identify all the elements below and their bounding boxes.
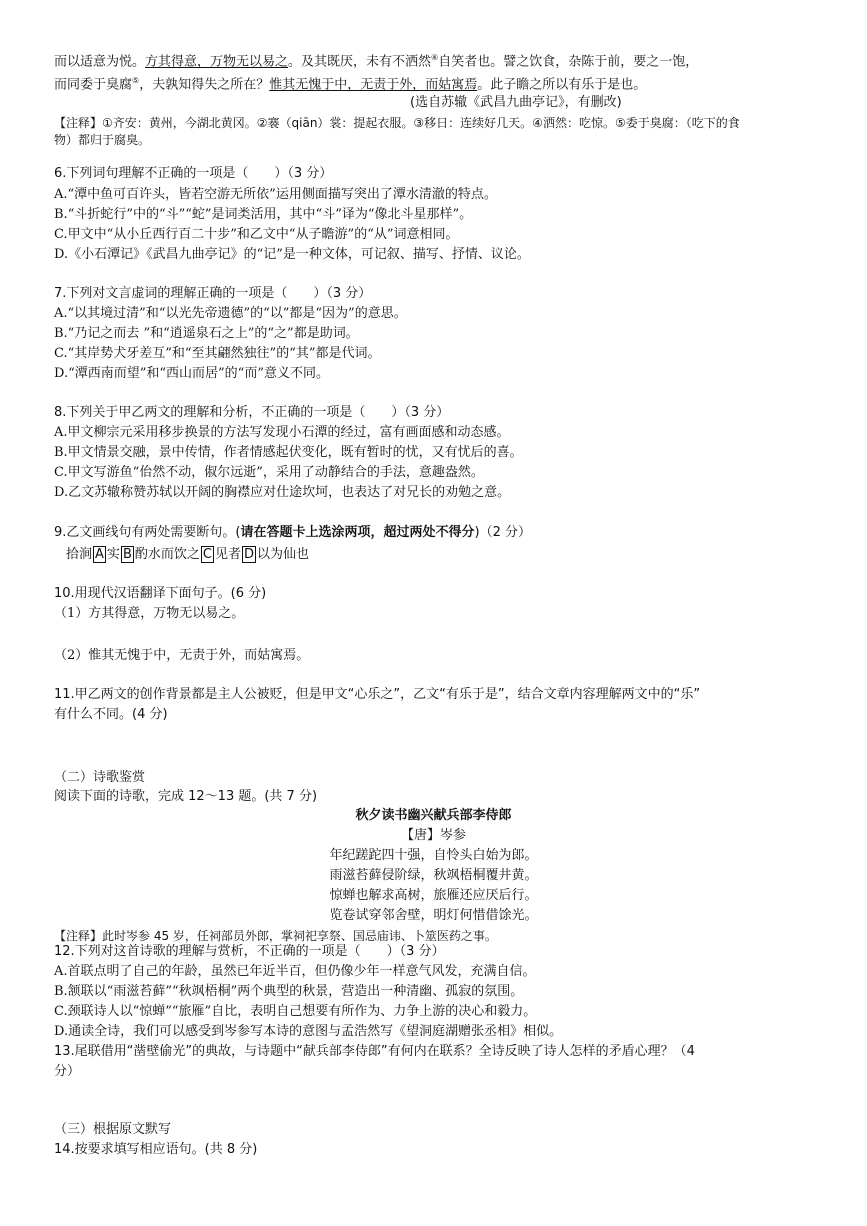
poem-line-3: 惊蝉也解求高树，旅雁还应厌后行。 — [329, 888, 538, 903]
section-2-intro: 阅读下面的诗歌，完成 12～13 题。(共 7 分) — [54, 789, 318, 804]
q11-line-2: 有什么不同。(4 分) — [54, 707, 168, 722]
underlined-sentence-1: 方其得意，万物无以易之 — [145, 54, 289, 70]
poem-note: 【注释】此时岑参 45 岁，任祠部员外郎，掌祠祀享祭、国忌庙讳、卜筮医药之事。 — [54, 929, 497, 943]
q7-option-b: B.“乃记之而去 ”和“逍遥泉石之上”的“之”都是助词。 — [54, 326, 359, 341]
q12-option-b: B.颔联以“雨滋苔藓”“秋飒梧桐”两个典型的秋景，营造出一种清幽、孤寂的氛围。 — [54, 984, 524, 999]
q12-option-c: C.颈联诗人以“惊蝉”“旅雁”自比，表明自己想要有所作为、力争上游的决心和毅力。 — [54, 1004, 537, 1019]
q12-stem: 12.下列对这首诗歌的理解与赏析，不正确的一项是（ ）（3 分） — [54, 944, 445, 959]
q11-line-1: 11.甲乙两文的创作背景都是主人公被贬，但是甲文“心乐之”，乙文“有乐于是”，结合文章内容理解两文中的“乐” — [54, 687, 701, 702]
q9-sentence — [66, 545, 827, 565]
passage-text: 。及其既厌，未有不洒然 — [288, 54, 432, 70]
passage-text: ，夫孰知得失之所在？ — [139, 77, 270, 93]
break-option-d[interactable]: D — [243, 547, 254, 562]
footnote-mark: ⑤ — [132, 76, 140, 85]
q6-option-b: B.“斗折蛇行”中的“斗”“蛇”是词类活用，其中“斗”译为“像北斗星那样”。 — [54, 207, 473, 222]
poem-title: 秋夕读书幽兴献兵部李侍郎 — [355, 808, 512, 823]
passage-text: 而同委于臭腐 — [54, 77, 133, 93]
q8-option-b: B.甲文情景交融，景中传情，作者情感起伏变化，既有暂时的忧，又有忧后的喜。 — [54, 445, 523, 460]
q9-fragment: 以为仙也 — [256, 547, 309, 562]
q8-stem: 8.下列关于甲乙两文的理解和分析，不正确的一项是（ ）（3 分） — [54, 405, 450, 420]
q9-instruction: 请在答题卡上选涂两项，超过两处不得分 — [240, 525, 475, 540]
q7-option-c: C.“其岸势犬牙差互”和“至其翩然独往”的“其”都是代词。 — [54, 346, 381, 361]
q9-stem-points: )（2 分） — [474, 525, 531, 540]
q9-fragment: 酌水而饮之 — [134, 547, 200, 562]
underlined-sentence-2: 惟其无愧于中，无责于外，而姑寓焉 — [269, 77, 478, 93]
passage-note-cont: 物）都归于腐臭。 — [54, 133, 151, 147]
passage-line-2 — [54, 71, 827, 95]
passage-text: 而以适意为悦。 — [54, 54, 146, 70]
q10-stem: 10.用现代汉语翻译下面句子。(6 分) — [54, 586, 267, 601]
passage-source: (选自苏辙《武昌九曲亭记》，有删改) — [410, 95, 622, 110]
q9-fragment: 拾涧 — [66, 547, 93, 562]
poem-line-4: 览卷试穿邻舍壁，明灯何惜借馀光。 — [329, 908, 538, 923]
q10-sentence-2: （2）惟其无愧于中，无责于外，而姑寓焉。 — [54, 648, 310, 663]
poem-line-2: 雨滋苔藓侵阶绿，秋飒梧桐覆井黄。 — [329, 868, 538, 883]
q6-option-d: D.《小石潭记》《武昌九曲亭记》的“记”是一种文体，可记叙、描写、抒情、议论。 — [54, 247, 530, 262]
q9-stem-text: 9.乙文画线句有两处需要断句。( — [54, 525, 241, 540]
q8-option-c: C.甲文写游鱼“佁然不动，俶尔远逝”，采用了动静结合的手法，意趣盎然。 — [54, 465, 484, 480]
q7-option-a: A.“以其境过清”和“以光先帝遗德”的“以”都是“因为”的意思。 — [54, 306, 407, 321]
q6-stem: 6.下列词句理解不正确的一项是（ ）（3 分） — [54, 166, 333, 181]
section-2-title: （二）诗歌鉴赏 — [54, 770, 146, 785]
passage-line-1 — [54, 48, 827, 72]
q10-sentence-1: （1）方其得意，万物无以易之。 — [54, 606, 245, 621]
q8-option-a: A.甲文柳宗元采用移步换景的方法写发现小石潭的经过，富有画面感和动态感。 — [54, 425, 510, 440]
passage-note: 【注释】①齐安：黄州，今湖北黄冈。②褰（qiān）裳：提起衣服。③移日：连续好几天。④洒然：吃惊。⑤委于臭腐：（吃下的食 — [54, 116, 740, 130]
q14-stem: 14.按要求填写相应语句。(共 8 分) — [54, 1142, 258, 1157]
footnote-mark: ④ — [431, 53, 439, 62]
q13-line-1: 13.尾联借用“凿壁偷光”的典故，与诗题中“献兵部李侍郎”有何内在联系？全诗反映了诗人怎样的矛盾心理？（4 — [54, 1044, 695, 1059]
q6-option-a: A.“潭中鱼可百许头，皆若空游无所依”运用侧面描写突出了潭水清澈的特点。 — [54, 187, 497, 202]
q7-stem: 7.下列对文言虚词的理解正确的一项是（ ）（3 分） — [54, 286, 372, 301]
break-option-a[interactable]: A — [95, 547, 104, 562]
break-option-b[interactable]: B — [122, 547, 132, 562]
q9-stem — [54, 523, 827, 543]
break-option-c[interactable]: C — [202, 547, 212, 562]
q7-option-d: D.“潭西南而望”和“西山而居”的“而”意义不同。 — [54, 366, 329, 381]
section-3-title: （三）根据原文默写 — [54, 1122, 172, 1137]
q9-fragment: 实 — [106, 547, 120, 562]
q13-line-2: 分） — [54, 1064, 81, 1079]
poem-line-1: 年纪蹉跎四十强，自怜头白始为郎。 — [329, 848, 538, 863]
q9-fragment: 见者 — [214, 547, 241, 562]
q12-option-d: D.通读全诗，我们可以感受到岑参写本诗的意图与孟浩然写《望洞庭湖赠张丞相》相似。 — [54, 1024, 563, 1039]
q6-option-c: C.甲文中“从小丘西行百二十步”和乙文中“从子瞻游”的“从”词意相同。 — [54, 227, 459, 242]
passage-text: 。此子瞻之所以有乐于是也。 — [477, 77, 647, 93]
q8-option-d: D.乙文苏辙称赞苏轼以开阔的胸襟应对仕途坎坷，也表达了对兄长的劝勉之意。 — [54, 485, 511, 500]
poem-author: 【唐】岑参 — [400, 828, 466, 843]
passage-text: 自笑者也。譬之饮食，杂陈于前，要之一饱， — [438, 54, 699, 70]
q12-option-a: A.首联点明了自己的年龄，虽然已年近半百，但仍像少年一样意气风发，充满自信。 — [54, 964, 536, 979]
